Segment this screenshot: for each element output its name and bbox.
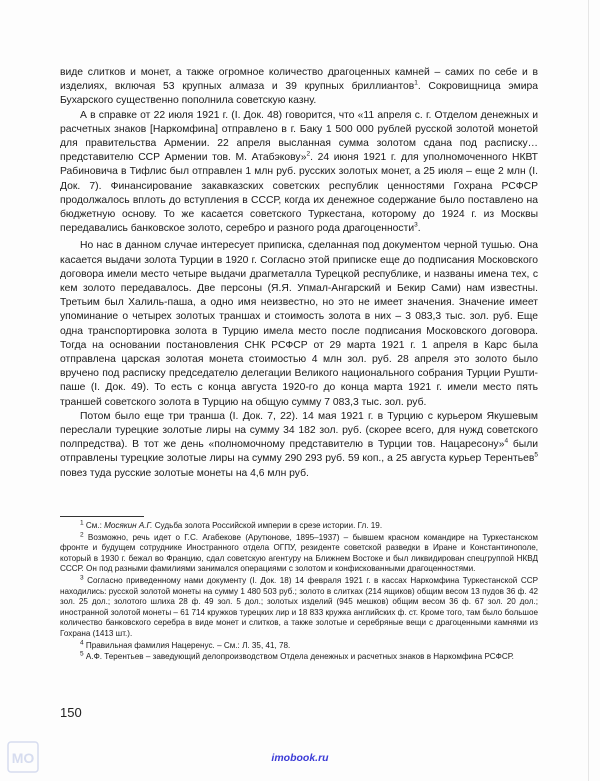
footnote-1: $^1$ См.: Мосякин А.Г. Судьба золота Российской империи в срезе истории. Гл. 19. [80,519,383,530]
footnote-3: $^3$ Согласно приведенному нами документу (I. Док. 18) 14 февраля 1921 г. в кассах Наркомфина Туркестанской ССР находились: русской золотой монеты на сумму 1 480 503 руб.; золото в слитках (214 ящиков) общим весом 13 пудов 36 ф. 42 зол. 25 дол.; золотого шлиха 28 ф. 49 зол. 5 дол.; золотых изделий (945 мешков) общим весом 36 ф. 67 зол. 20 дол.; иностранной золотой монеты – 61 714 кружков турецких лир и 18 833 кружка английских ф. ст. Кроме того, там было большое количество банковского серебра в виде монет и слитков, а также золотые и серебряные вещи с драгоценными камнями из Гохрана (1413 шт.). [60,574,539,638]
page-number: 150 [60,705,82,720]
page-edge-line [588,0,589,781]
main-text [60,66,538,481]
footnotes [60,521,538,664]
paragraph-4: Потом было еще три транша (I. Док. 7, 22). 14 мая 1921 г. в Турцию с курьером Якушевым переслали турецкие золотые лиры на сумму 34 182 зол. руб. (скорее всего, для нужд советского полпредства). В тот же день «полномочному представителю в Турции тов. Нацаресону»$^4$ были отправлены турецкие золотые лиры на сумму 290 293 руб. 59 коп., а 25 августа курьер Терентьев$^5$ повез туда русские золотые монеты на 4,6 млн руб. [60,410,539,479]
footnote-4: $^4$ Правильная фамилия Нацеренус. – См.: Л. 35, 41, 78. [80,638,291,650]
footnote-divider [60,516,144,517]
svg-text:МО: МО [11,750,35,766]
footnote-5: $^5$ А.Ф. Терентьев – заведующий делопроизводством Отдела денежных и расчетных знаков в Наркомфина РСФСР. [80,650,514,662]
footnote-2: $^2$ Возможно, речь идет о Г.С. Агабекове (Арутюнове, 1895–1937) – бывшем красном командире на Туркестанском фронте и будущем сотруднике Иностранного отдела ОГПУ, резиденте советской разведки в Иране и Константинополе, который в 1930 г. бежал во Францию, сдал советскую агентуру на Ближнем Востоке и был ликвидирован спецгруппой НКВД СССР. Он под разными фамилиями занимался операциями с золотом и конфискованными драгоценностями. [60,530,538,574]
paragraph-3: Но нас в данном случае интересует приписка, сделанная под документом черной тушью. Она касается выдачи золота Турции в 1920 г. Согласно этой приписке еще до подписания Московского договора имели место четыре выдачи драгметалла Турецкой республике, и названы имена тех, с кем золото передавалось. Две персоны (Я.Я. Упмал-Ангарский и Бекир Сами) нам известны. Третьим был Халиль-паша, а одно имя неизвестно, но это не имеет значения. Значение имеет упоминание о четырех золотых траншах и стоимость золота в них – 3 083,3 тыс. зол. руб. Еще одна транспортировка золота в Турцию имела место после подписания Московского договора. Тогда на основании постановления СНК РСФСР от 29 марта 1921 г. 1 апреля в Карс была отправлена царская золотая монета стоимостью 4 млн зол. руб. 28 апреля это золото было вручено под расписку председателю делегации Великого национального собрания Турции Рушти-паше (I. Док. 49). То есть с конца августа 1920-го до конца марта 1921 г. имели место пять траншей советского золота в Турцию на общую сумму 7 083,3 тыс. зол. руб. [60,240,538,408]
paragraph-2: А в справке от 22 июля 1921 г. (I. Док. 48) говорится, что «11 апреля с. г. Отделом денежных и расчетных знаков [Наркомфина] отправлено в г. Баку 1 500 000 рублей русской золотой монетой для правительства Армении. 22 апреля высланная сумма золотом сдана под расписку… представителю ССР Армении тов. М. Атабэкову»$^2$. 24 июня 1921 г. для уполномоченного НКВТ Рабиновича в Тифлис был отправлен 1 млн руб. русских золотых монет, а 25 июля – еще 2 млн (I. Док. 7). Финансирование закавказских советских республик ценностями Гохрана РСФСР продолжалось вплоть до вступления в СССР, когда их денежное содержание было поставлено на бюджетную основу. То же касается советского Туркестана, которому до 1924 г. из Москвы передавались банковское золото, серебро и разного рода драгоценности$^3$. [60,109,538,235]
paragraph-1: виде слитков и монет, а также огромное количество драгоценных камней – самих по себе и в изделиях, включая 53 крупных алмаза и 39 крупных бриллиантов$^1$. Сокровищница эмира Бухарского существенно пополнила советскую казну. [60,67,538,107]
site-link[interactable]: imobook.ru [271,752,329,764]
